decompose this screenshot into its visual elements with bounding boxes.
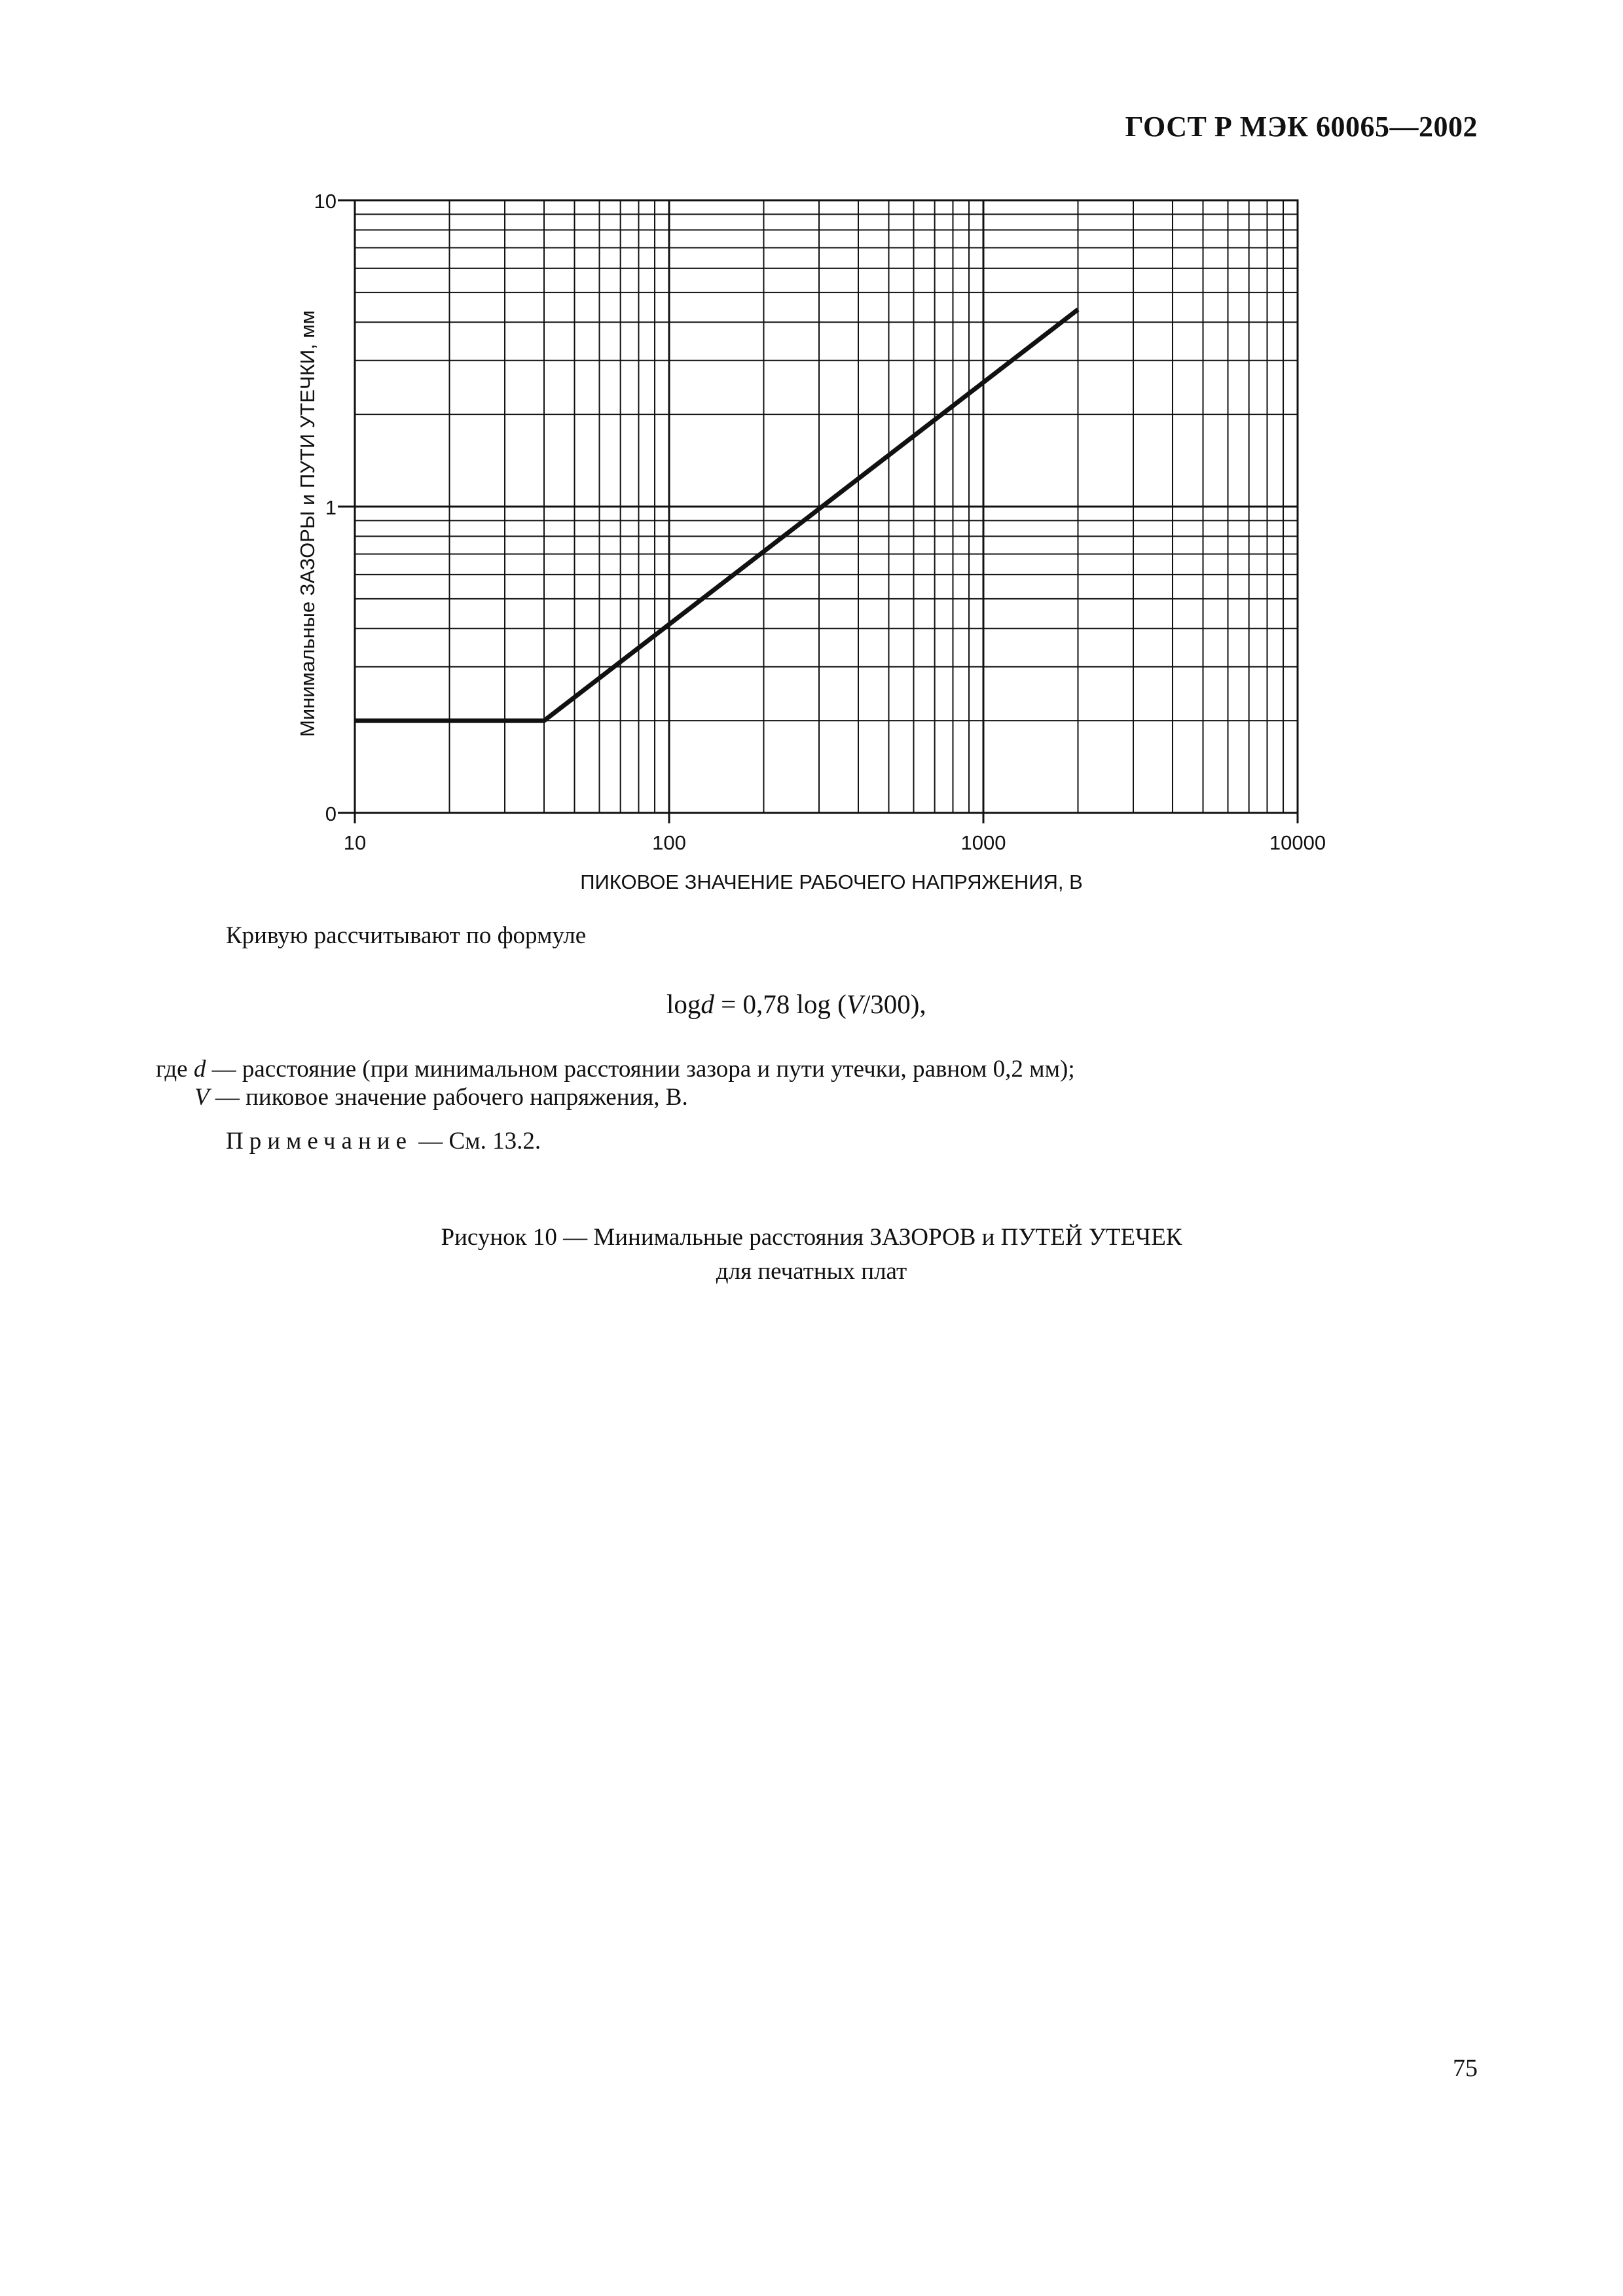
- x-tick-label: 100: [652, 831, 686, 854]
- definition-text: — пиковое значение рабочего напряжения, В.: [209, 1084, 688, 1111]
- figure-caption: [0, 1221, 1623, 1289]
- formula-part: log: [666, 989, 701, 1019]
- clearance-chart: [262, 177, 1349, 903]
- y-tick-label: 1: [325, 496, 337, 519]
- formula-intro: Кривую рассчитывают по формуле: [226, 922, 587, 949]
- definition-text: — расстояние (при минимальном расстоянии зазора и пути утечки, равном 0,2 мм);: [206, 1056, 1075, 1083]
- document-id: ГОСТ Р МЭК 60065—2002: [1125, 111, 1478, 143]
- formula-part: = 0,78 log (: [714, 989, 847, 1019]
- figure-caption-line1: Рисунок 10 — Минимальные расстояния ЗАЗОРОВ и ПУТЕЙ УТЕЧЕК: [441, 1224, 1182, 1251]
- x-tick-label: 10000: [1269, 831, 1326, 854]
- definition-v: [194, 1083, 688, 1111]
- definition-var: V: [194, 1084, 210, 1111]
- note: [226, 1127, 541, 1155]
- note-label: Примечание: [226, 1128, 412, 1155]
- y-axis-title: Минимальные ЗАЗОРЫ и ПУТИ УТЕЧКИ, мм: [296, 310, 319, 737]
- formula-part: /300),: [862, 989, 926, 1019]
- y-tick-label: 0: [325, 802, 337, 825]
- x-axis-title: ПИКОВОЕ ЗНАЧЕНИЕ РАБОЧЕГО НАПРЯЖЕНИЯ, В: [580, 870, 1083, 893]
- definition-var: d: [193, 1056, 206, 1083]
- page-number: 75: [1453, 2054, 1478, 2082]
- formula-var-v: V: [846, 989, 863, 1019]
- x-tick-label: 1000: [960, 831, 1006, 854]
- figure-caption-line2: для печатных плат: [716, 1258, 907, 1285]
- definition-d: [156, 1055, 1075, 1083]
- note-text: — См. 13.2.: [412, 1128, 541, 1155]
- formula-var-d: d: [701, 989, 714, 1019]
- formula: [666, 988, 926, 1020]
- y-tick-label: 10: [314, 190, 337, 213]
- definition-text: где: [156, 1056, 194, 1083]
- x-tick-label: 10: [343, 831, 367, 854]
